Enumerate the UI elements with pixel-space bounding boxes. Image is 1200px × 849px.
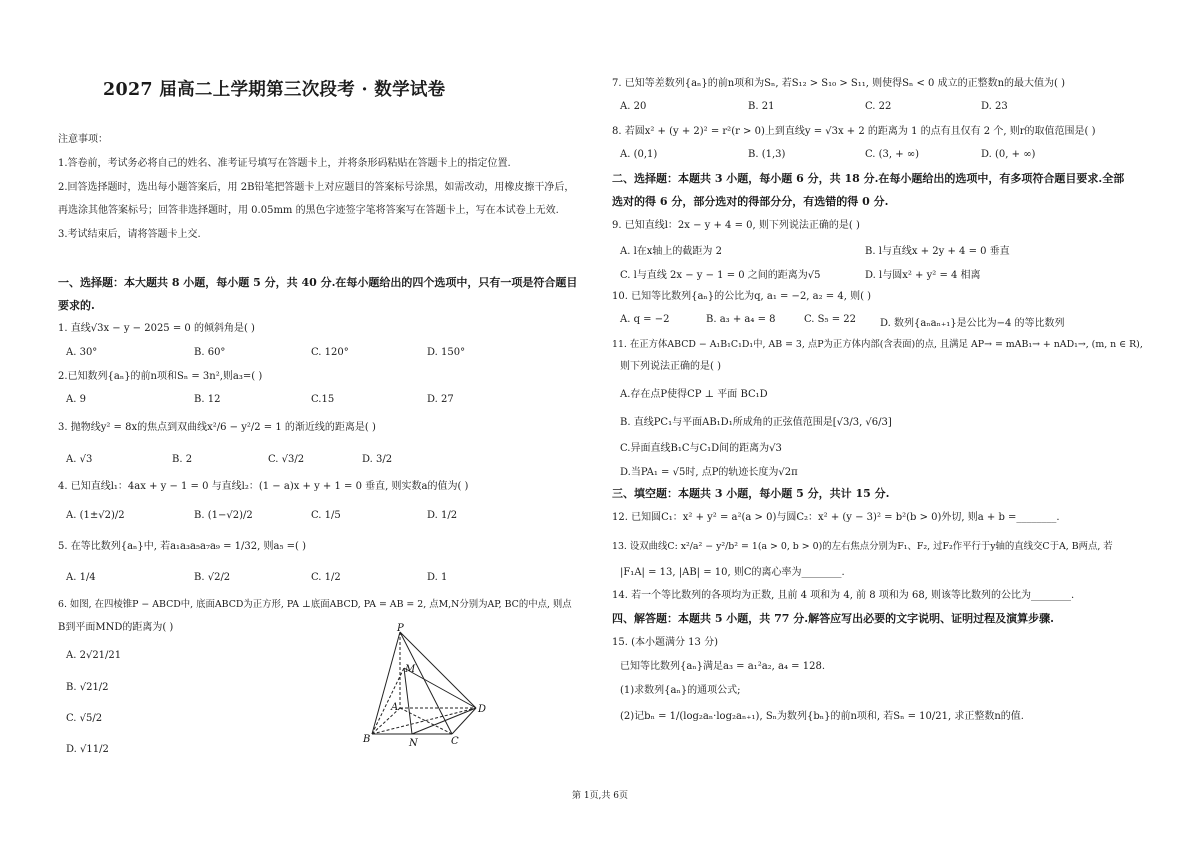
section3-heading: 三、填空题：本题共 3 小题，每小题 5 分，共计 15 分.	[612, 487, 890, 500]
question-7-option-a: A. 20	[620, 101, 647, 112]
notice-item-1: 1.答卷前，考试务必将自己的姓名、准考证号填写在答题卡上，并将条形码粘贴在答题卡上的指定位置.	[58, 158, 511, 169]
question-13-stem-cont: |F₁A| = 13, |AB| = 10, 则C的离心率为________.	[620, 567, 845, 578]
question-6-option-c: C. √5/2	[66, 713, 103, 724]
edge-pc	[400, 632, 452, 734]
question-5-option-c: C. 1/2	[311, 572, 341, 583]
question-9-option-d: D. l与圆x² + y² = 4 相离	[865, 270, 981, 281]
question-8-option-c: C. (3, + ∞)	[865, 149, 920, 160]
question-3-stem: 3. 抛物线y² = 8x的焦点到双曲线x²/6 − y²/2 = 1 的渐近线的距离是( )	[58, 422, 376, 433]
notice-item-3: 3.考试结束后，请将答题卡上交.	[58, 229, 201, 240]
question-7-option-d: D. 23	[981, 101, 1008, 112]
pyramid-figure	[360, 622, 500, 747]
question-10-option-d: D. 数列{aₙaₙ₊₁}是公比为−4 的等比数列	[880, 318, 1065, 329]
segment-bm	[372, 668, 404, 734]
question-1-option-a: A. 30°	[66, 347, 98, 358]
question-5-option-b: B. √2/2	[194, 572, 231, 583]
question-1-stem: 1. 直线√3x − y − 2025 = 0 的倾斜角是( )	[58, 323, 255, 334]
section4-heading: 四、解答题：本题共 5 小题，共 77 分.解答应写出必要的文字说明、证明过程及演算步骤.	[612, 612, 1054, 625]
question-9-stem: 9. 已知直线l：2x − y + 4 = 0, 则下列说法正确的是( )	[612, 220, 860, 231]
question-9-option-c: C. l与直线 2x − y − 1 = 0 之间的距离为√5	[620, 270, 821, 281]
question-8-stem: 8. 若圆x² + (y + 2)² = r²(r > 0)上到直线y = √3x + 2 的距离为 1 的点有且仅有 2 个, 则r的取值范围是( )	[612, 126, 1096, 137]
question-3-option-b: B. 2	[172, 454, 193, 465]
question-6-stem: 6. 如图, 在四棱锥P − ABCD中, 底面ABCD为正方形, PA ⊥底面ABCD, PA = AB = 2, 点M,N分别为AP, BC的中点, 则点	[58, 599, 572, 610]
question-10-option-c: C. S₅ = 22	[804, 314, 856, 325]
question-9-option-a: A. l在x轴上的截距为 2	[620, 246, 722, 257]
label-c: C	[451, 736, 459, 747]
question-7-stem: 7. 已知等差数列{aₙ}的前n项和为Sₙ, 若S₁₂ > S₁₀ > S₁₁, 则使得Sₙ < 0 成立的正整数n的最大值为( )	[612, 78, 1066, 89]
question-11-option-d: D.当PA₁ = √5时, 点P的轨迹长度为√2π	[620, 467, 798, 478]
question-4-option-c: C. 1/5	[311, 510, 341, 521]
question-7-option-b: B. 21	[748, 101, 775, 112]
question-6-option-d: D. √11/2	[66, 744, 109, 755]
question-11-stem-cont: 则下列说法正确的是( )	[620, 361, 721, 372]
question-2-stem: 2.已知数列{aₙ}的前n项和Sₙ = 3n²,则a₃=( )	[58, 371, 263, 382]
label-m: M	[405, 664, 416, 675]
question-8-option-d: D. (0, + ∞)	[981, 149, 1036, 160]
question-3-option-c: C. √3/2	[268, 454, 305, 465]
question-10-option-b: B. a₃ + a₄ = 8	[706, 314, 776, 325]
question-4-stem: 4. 已知直线l₁：4ax + y − 1 = 0 与直线l₂：(1 − a)x + y + 1 = 0 垂直, 则实数a的值为( )	[58, 481, 469, 492]
question-6-stem-cont: B到平面MND的距离为( )	[58, 622, 174, 633]
question-3-option-d: D. 3/2	[362, 454, 393, 465]
label-d: D	[478, 704, 487, 715]
question-4-option-a: A. (1±√2)/2	[66, 510, 125, 521]
section1-heading: 一、选择题：本大题共 8 小题，每小题 5 分，共 40 分.在每小题给出的四个选项中，只有一项是符合题目	[58, 276, 578, 289]
question-7-option-c: C. 22	[865, 101, 892, 112]
question-10-stem: 10. 已知等比数列{aₙ}的公比为q, a₁ = −2, a₂ = 4, 则( )	[612, 291, 872, 302]
question-4-option-b: B. (1−√2)/2	[194, 510, 253, 521]
question-6-option-b: B. √21/2	[66, 682, 109, 693]
section1-heading-cont: 要求的.	[58, 299, 95, 312]
label-a: A	[391, 702, 399, 713]
question-15-head: 15. (本小题满分 13 分)	[612, 637, 718, 648]
question-15-given: 已知等比数列{aₙ}满足a₃ = a₁²a₂, a₄ = 128.	[620, 661, 825, 672]
question-2-option-b: B. 12	[194, 394, 221, 405]
question-14-stem: 14. 若一个等比数列的各项均为正数, 且前 4 项和为 4, 前 8 项和为 68, 则该等比数列的公比为________.	[612, 590, 1075, 601]
edge-cd	[452, 708, 476, 734]
label-n: N	[409, 738, 418, 747]
question-1-option-d: D. 150°	[427, 347, 466, 358]
section2-heading-cont: 选对的得 6 分，部分选对的得部分分，有选错的得 0 分.	[612, 195, 889, 208]
exam-title: 2027 届高二上学期第三次段考 · 数学试卷	[103, 80, 446, 100]
question-11-option-a: A.存在点P使得CP ⊥ 平面 BC₁D	[620, 389, 768, 400]
question-8-option-a: A. (0,1)	[620, 149, 658, 160]
question-5-option-a: A. 1/4	[66, 572, 96, 583]
notice-item-2: 2.回答选择题时，选出每小题答案后，用 2B铅笔把答题卡上对应题目的答案标号涂黑，如需改动，用橡皮擦干净后，	[58, 182, 575, 193]
question-15-part-1: (1)求数列{aₙ}的通项公式;	[620, 685, 741, 696]
question-13-stem: 13. 设双曲线C: x²/a² − y²/b² = 1(a > 0, b > 0)的左右焦点分别为F₁、F₂, 过F₂作平行于y轴的直线交C于A, B两点, 若	[612, 541, 1113, 552]
question-11-option-c: C.异面直线B₁C与C₁D间的距离为√3	[620, 443, 782, 454]
edge-pb	[372, 632, 400, 734]
notice-heading: 注意事项：	[58, 134, 108, 145]
question-12-stem: 12. 已知圆C₁：x² + y² = a²(a > 0)与圆C₂：x² + (y − 3)² = b²(b > 0)外切, 则a + b =________.	[612, 512, 1060, 523]
question-2-option-c: C.15	[311, 394, 335, 405]
question-11-stem: 11. 在正方体ABCD − A₁B₁C₁D₁中, AB = 3, 点P为正方体内部(含表面)的点, 且满足 AP→ = mAB₁→ + nAD₁→, (m, n ∈ R),	[612, 339, 1143, 350]
question-3-option-a: A. √3	[66, 454, 93, 465]
question-5-option-d: D. 1	[427, 572, 448, 583]
page-footer: 第 1页,共 6页	[571, 791, 629, 801]
segment-nd	[412, 708, 476, 734]
question-1-option-c: C. 120°	[311, 347, 349, 358]
question-11-option-b: B. 直线PC₁与平面AB₁D₁所成角的正弦值范围是[√3/3, √6/3]	[620, 417, 892, 428]
question-5-stem: 5. 在等比数列{aₙ}中, 若a₁a₃a₅a₇a₉ = 1/32, 则a₅ =( )	[58, 541, 307, 552]
question-8-option-b: B. (1,3)	[748, 149, 786, 160]
diagonal-bd	[372, 708, 476, 734]
question-1-option-b: B. 60°	[194, 347, 226, 358]
section2-heading: 二、选择题：本题共 3 小题，每小题 6 分，共 18 分.在每小题给出的选项中，有多项符合题目要求.全部	[612, 172, 1125, 185]
notice-item-2-cont: 再选涂其他答案标号；回答非选择题时，用 0.05mm 的黑色字迹签字笔将答案写在答题卡上，写在本试卷上无效.	[58, 205, 559, 216]
question-2-option-a: A. 9	[66, 394, 86, 405]
question-9-option-b: B. l与直线x + 2y + 4 = 0 垂直	[865, 246, 1010, 257]
question-2-option-d: D. 27	[427, 394, 454, 405]
question-10-option-a: A. q = −2	[620, 314, 670, 325]
label-p: P	[397, 623, 404, 634]
question-4-option-d: D. 1/2	[427, 510, 458, 521]
label-b: B	[363, 734, 371, 745]
question-6-option-a: A. 2√21/21	[66, 650, 122, 661]
question-15-part-2: (2)记bₙ = 1/(log₂aₙ·log₂aₙ₊₁), Sₙ为数列{bₙ}的前n项和, 若Sₙ = 10/21, 求正整数n的值.	[620, 711, 1024, 722]
